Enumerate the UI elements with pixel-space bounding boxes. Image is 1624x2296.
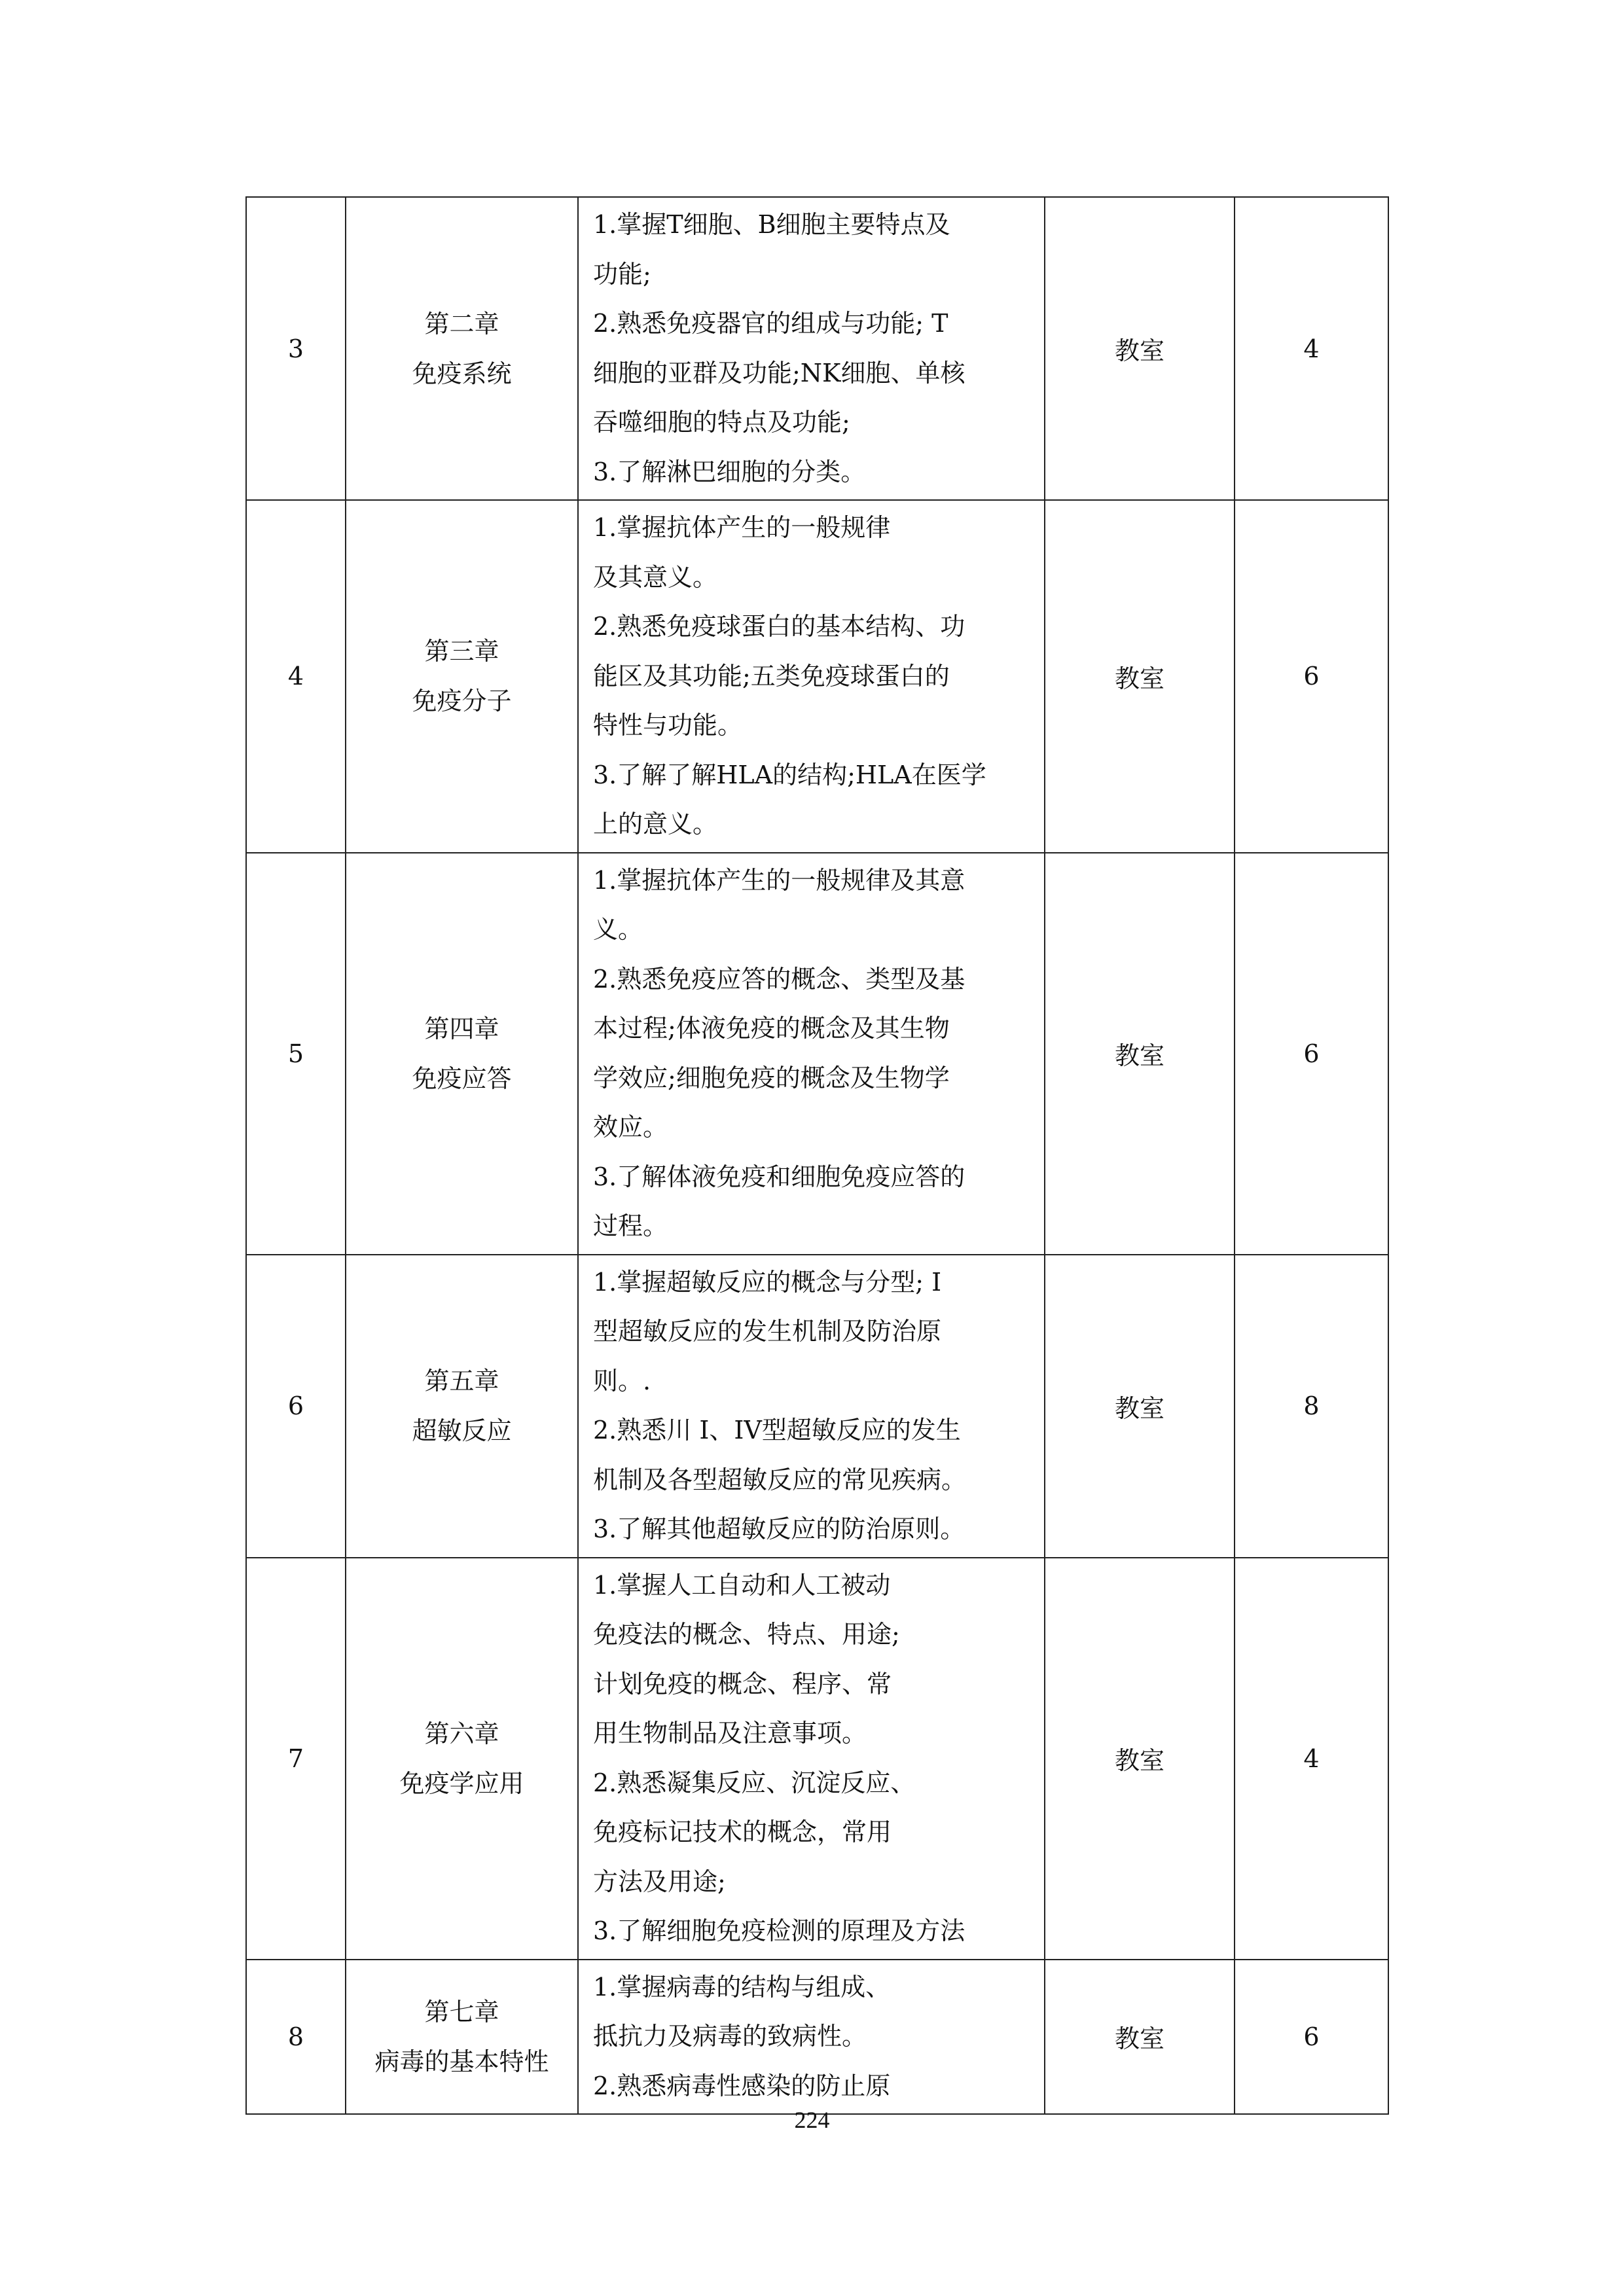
table-row [246, 1255, 1388, 1558]
content-line: 义。 [593, 915, 643, 944]
content-line: 3.了解其他超敏反应的防治原则。 [593, 1515, 965, 1543]
row-number-cell: 8 [246, 1960, 346, 2115]
content-cell [578, 197, 1045, 500]
hours-cell: 6 [1235, 853, 1388, 1255]
content-line: 1.掌握病毒的结构与组成、 [593, 1972, 891, 2001]
table-row [246, 197, 1388, 500]
content-line: 2.熟悉病毒性感染的防止原 [593, 2071, 891, 2100]
content-line: 免疫标记技术的概念，常用 [593, 1818, 892, 1846]
chapter-title: 超敏反应 [412, 1416, 512, 1445]
chapter-cell [346, 197, 578, 500]
hours-cell: 6 [1235, 1960, 1388, 2115]
content-line: 1.掌握人工自动和人工被动 [593, 1570, 891, 1600]
content-line: 细胞的亚群及功能;NK细胞、单核 [593, 358, 965, 387]
chapter-number: 第三章 [424, 637, 499, 666]
location-cell: 教室 [1045, 1255, 1235, 1558]
page-number: 224 [794, 2107, 830, 2133]
chapter-number: 第七章 [424, 1997, 499, 2026]
row-number-cell: 4 [246, 500, 346, 853]
content-cell [578, 1558, 1045, 1960]
chapter-number: 第二章 [424, 309, 499, 338]
content-line: 2.熟悉免疫应答的概念、类型及基 [593, 964, 965, 994]
chapter-cell [346, 1960, 578, 2115]
content-line: 2.熟悉凝集反应、沉淀反应、 [593, 1768, 916, 1797]
chapter-title: 免疫学应用 [399, 1768, 524, 1798]
table-row [246, 1960, 1388, 2115]
content-line: 本过程;体液免疫的概念及其生物 [593, 1014, 950, 1043]
content-line: 机制及各型超敏反应的常见疾病。 [593, 1465, 967, 1494]
content-cell [578, 1960, 1045, 2115]
content-line: 特性与功能。 [593, 711, 743, 740]
content-line: 上的意义。 [593, 810, 718, 838]
table-row [246, 853, 1388, 1255]
table-row [246, 500, 1388, 853]
chapter-number: 第四章 [424, 1014, 499, 1043]
content-line: 型超敏反应的发生机制及防治原 [593, 1317, 942, 1346]
location-cell: 教室 [1045, 197, 1235, 500]
content-line: 功能; [593, 259, 651, 289]
row-number-cell: 3 [246, 197, 346, 500]
content-line: 1.掌握抗体产生的一般规律 [593, 513, 891, 542]
content-line: 能区及其功能;五类免疫球蛋白的 [593, 661, 950, 691]
content-line: 1.掌握T细胞、B细胞主要特点及 [593, 210, 950, 239]
location-cell: 教室 [1045, 853, 1235, 1255]
content-line: 3.了解淋巴细胞的分类。 [593, 457, 866, 486]
content-line: 抵抗力及病毒的致病性。 [593, 2022, 867, 2051]
chapter-number: 第六章 [424, 1719, 499, 1748]
content-line: 计划免疫的概念、程序、常 [593, 1669, 892, 1698]
chapter-title: 病毒的基本特性 [374, 2047, 549, 2076]
content-line: 用生物制品及注意事项。 [593, 1719, 867, 1748]
content-line: 方法及用途; [593, 1867, 726, 1896]
content-line: 吞噬细胞的特点及功能; [593, 408, 850, 437]
location-cell: 教室 [1045, 1960, 1235, 2115]
content-line: 免疫法的概念、特点、用途; [593, 1620, 900, 1649]
chapter-cell [346, 1558, 578, 1960]
content-cell [578, 1255, 1045, 1558]
content-line: 2.熟悉免疫球蛋白的基本结构、功 [593, 612, 965, 641]
table-row [246, 1558, 1388, 1960]
chapter-cell [346, 853, 578, 1255]
chapter-title: 免疫系统 [412, 359, 512, 388]
chapter-title: 免疫应答 [412, 1064, 512, 1093]
hours-cell: 8 [1235, 1255, 1388, 1558]
content-line: 则。. [593, 1366, 651, 1395]
chapter-cell [346, 1255, 578, 1558]
chapter-cell [346, 500, 578, 853]
content-line: 3.了解了解HLA的结构;HLA在医学 [593, 760, 986, 789]
content-line: 1.掌握超敏反应的概念与分型; I [593, 1267, 942, 1297]
location-cell: 教室 [1045, 500, 1235, 853]
content-line: 3.了解细胞免疫检测的原理及方法 [593, 1916, 965, 1945]
content-line: 2.熟悉免疫器官的组成与功能; T [593, 309, 948, 338]
content-line: 学效应;细胞免疫的概念及生物学 [593, 1063, 950, 1092]
content-line: 过程。 [593, 1211, 668, 1240]
content-line: 3.了解体液免疫和细胞免疫应答的 [593, 1162, 965, 1191]
row-number-cell: 7 [246, 1558, 346, 1960]
content-line: 2.熟悉川 I、IV型超敏反应的发生 [593, 1416, 961, 1444]
content-line: 1.掌握抗体产生的一般规律及其意 [593, 865, 965, 895]
chapter-number: 第五章 [424, 1367, 499, 1395]
content-line: 及其意义。 [593, 562, 718, 592]
content-cell [578, 853, 1045, 1255]
row-number-cell: 5 [246, 853, 346, 1255]
hours-cell: 4 [1235, 1558, 1388, 1960]
chapter-title: 免疫分子 [412, 687, 512, 716]
content-cell [578, 500, 1045, 853]
row-number-cell: 6 [246, 1255, 346, 1558]
hours-cell: 4 [1235, 197, 1388, 500]
curriculum-table [245, 196, 1389, 2115]
hours-cell: 6 [1235, 500, 1388, 853]
content-line: 效应。 [593, 1113, 668, 1141]
location-cell: 教室 [1045, 1558, 1235, 1960]
